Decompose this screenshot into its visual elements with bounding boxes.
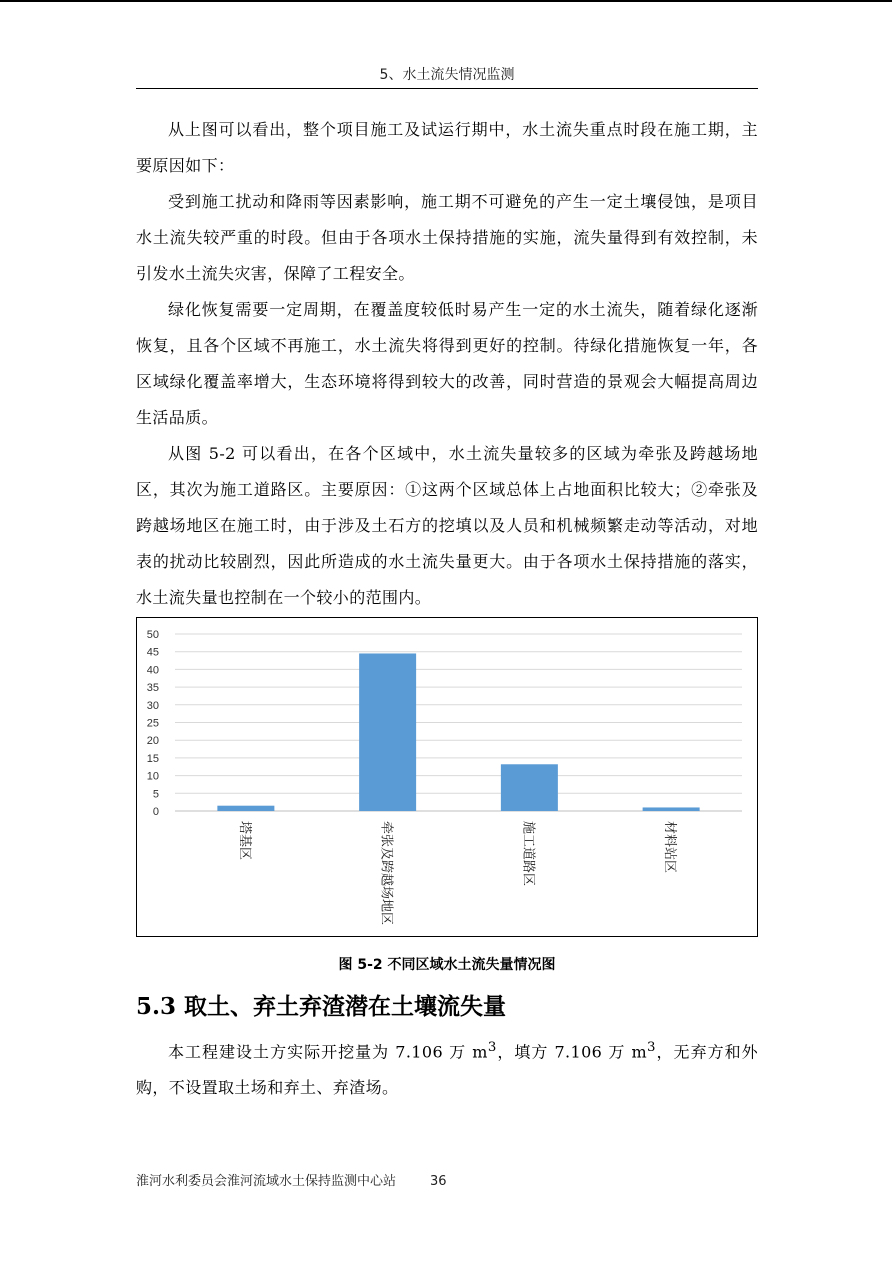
paragraph: 本工程建设土方实际开挖量为 7.106 万 $m^3$，填方 7.106 万 $m^3$，无弃方和外购，不设置取土场和弃土、弃渣场。 (136, 1040, 759, 1098)
footer-org: 淮河水利委员会淮河流域水土保持监测中心站 (136, 1174, 397, 1189)
y-tick-label: 5 (152, 788, 159, 801)
bar (501, 764, 558, 811)
y-tick-label: 10 (146, 770, 159, 783)
section-heading: 5.3 取土、弃土弃渣潜在土壤流失量 (136, 993, 507, 1020)
y-tick-label: 0 (152, 806, 159, 818)
bar-chart (136, 617, 758, 937)
paragraph: 绿化恢复需要一定周期，在覆盖度较低时易产生一定的水土流失，随着绿化逐渐恢复，且各个区域不再施工，水土流失将得到更好的控制。待绿化措施恢复一年，各区域绿化覆盖率增大，生态环境将得到较大的改善，同时营造的景观会大幅提高周边生活品质。 (136, 300, 758, 427)
header-rule (136, 88, 758, 89)
y-tick-label: 25 (146, 717, 159, 730)
y-tick-label: 30 (146, 699, 159, 712)
top-border (0, 0, 892, 2)
page-number: 36 (430, 1174, 447, 1189)
bar (359, 653, 416, 811)
paragraph: 受到施工扰动和降雨等因素影响，施工期不可避免的产生一定土壤侵蚀，是项目水土流失较严重的时段。但由于各项水土保持措施的实施，流失量得到有效控制，未引发水土流失灾害，保障了工程安全。 (136, 192, 758, 283)
bar (217, 806, 274, 811)
section-text (136, 1030, 758, 1106)
x-category-label: 施工道路区 (520, 821, 536, 887)
body-text (136, 112, 758, 616)
page-footer (136, 1170, 758, 1189)
paragraph: 从图 5-2 可以看出，在各个区域中，水土流失量较多的区域为牵张及跨越场地区，其次为施工道路区。主要原因：①这两个区域总体上占地面积比较大；②牵张及跨越场地区在施工时，由于涉及土石方的挖填以及人员和机械频繁走动等活动，对地表的扰动比较剧烈，因此所造成的水土流失量更大。由于各项水土保持措施的落实，水土流失量也控制在一个较小的范围内。 (136, 444, 758, 607)
figure-caption: 图 5-2 不同区域水土流失量情况图 (338, 957, 556, 973)
y-tick-label: 15 (146, 752, 159, 765)
y-tick-label: 35 (146, 682, 159, 695)
paragraph: 从上图可以看出，整个项目施工及试运行期中，水土流失重点时段在施工期，主要原因如下： (136, 120, 758, 175)
page-header: 5、水土流失情况监测 (379, 67, 515, 83)
bar (643, 807, 700, 811)
y-tick-label: 20 (146, 735, 159, 748)
y-tick-label: 50 (146, 629, 159, 641)
x-category-label: 塔基区 (236, 821, 252, 861)
y-tick-label: 45 (146, 646, 159, 659)
x-category-label: 材料站区 (662, 821, 678, 874)
y-tick-label: 40 (146, 664, 159, 677)
x-category-label: 牵张及跨越场地区 (378, 821, 394, 926)
chart-svg (137, 618, 757, 936)
